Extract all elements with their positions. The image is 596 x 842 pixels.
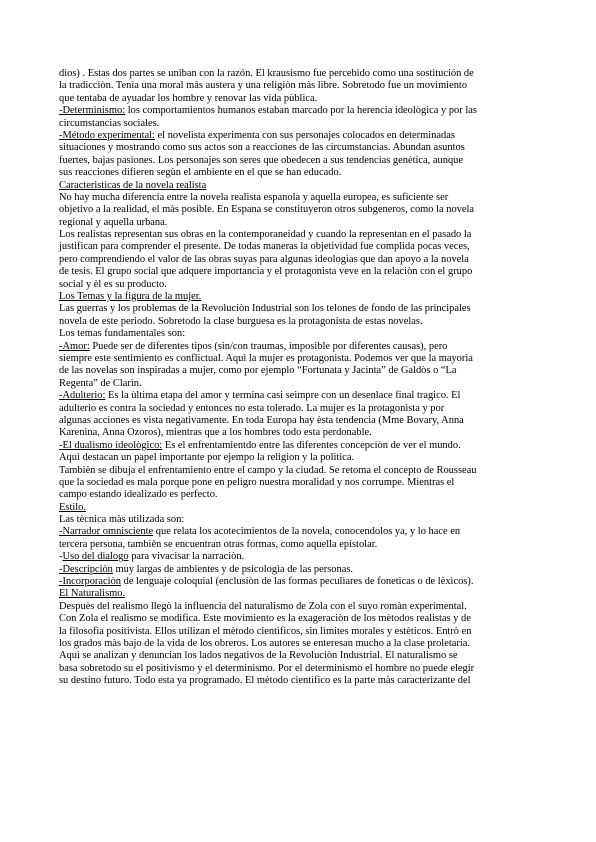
- text-line: [59, 204, 544, 216]
- underlined-heading: Uso del dialogo: [62, 551, 129, 563]
- underlined-heading: Los Temas y la figura de la mujer.: [59, 291, 202, 303]
- text-line: [59, 241, 544, 253]
- underlined-heading: -Narrador omnisciente: [59, 526, 154, 538]
- line-text: de tesis. El grupo social que adquere importancia y el protagonista veve en la relaciòn con el grupo: [59, 266, 473, 278]
- line-text: para vivacisar la narraciòn.: [128, 551, 245, 563]
- text-line: [59, 217, 544, 229]
- line-text: sus reacciones difieren segùn el ambiente en el que se han educado.: [59, 167, 342, 179]
- text-line: [59, 465, 544, 477]
- line-text: social y èl es su producto.: [59, 278, 167, 290]
- text-line: [59, 452, 544, 464]
- line-text: adulterio es contra la sociedad y entonces no esta tolerado. La mujer es la protagonista y por: [59, 402, 445, 414]
- text-line: [59, 291, 544, 303]
- text-line: [59, 663, 544, 675]
- line-text: situaciones y mostrando como sus actos son a reacciones de las circumstancias. Abundan asuntos: [59, 142, 465, 154]
- text-line: [59, 93, 544, 105]
- underlined-heading: -Determinismo:: [59, 105, 126, 117]
- text-line: [59, 328, 544, 340]
- line-text: el novelista experimenta con sus personajes colocados en determinadas: [154, 129, 455, 141]
- line-text: No hay mucha diferencia entre la novela realista espanola y aquella europea, es suficiente ser: [59, 191, 449, 203]
- text-line: [59, 142, 544, 154]
- text-line: [59, 254, 544, 266]
- line-text: Karenina, Anna Ozoros), mientras que a los hombres todo esta perdonable.: [59, 427, 372, 439]
- text-line: [59, 303, 544, 315]
- underlined-heading: -Adulterio:: [59, 390, 106, 402]
- text-line: [59, 576, 544, 588]
- text-line: [59, 229, 544, 241]
- underlined-heading: -Método experimental:: [59, 129, 155, 141]
- text-line: [59, 638, 544, 650]
- line-prefix: -: [59, 551, 63, 563]
- line-text: justifican para comprender el presente. De todas maneras la objetividad fue complida pocas veces,: [59, 241, 470, 253]
- underlined-heading: -El dualismo ideològico:: [59, 439, 163, 451]
- text-line: [59, 477, 544, 489]
- line-text: que relata los acotecimientos de la novela, conocendolos ya, y lo hace en: [153, 526, 461, 538]
- text-line: [59, 390, 544, 402]
- text-line: [59, 564, 544, 576]
- underlined-heading: -Descripciòn: [59, 563, 113, 575]
- text-line: [59, 415, 544, 427]
- line-text: Puede ser de diferentes tipos (sin/con traumas, imposible por diferentes causas), pero: [89, 340, 448, 352]
- line-text: la filosofìa positivista. Ellos utilizan el mètodo cientìficos, sin lìmites morales y estèticos. Entrò en: [59, 625, 472, 637]
- underlined-heading: -Amor:: [59, 340, 90, 352]
- line-text: Con Zola el realismo se modifica. Este movimiento es la exageraciòn de los mètodos realistas y de: [59, 613, 471, 625]
- line-text: Tambièn se dibuja el enfrentamiento entre el campo y la ciudad. Se retoma el concepto de Rousseau: [59, 464, 477, 476]
- text-line: [59, 514, 544, 526]
- line-text: la tradicciòn. Tenìa una moral màs austera y una religiòn màs libre. Sobretodo fue un movimiento: [59, 80, 468, 92]
- line-text: siempre este sentimiento es conflictual. Aquì la mujer es protagonista. Podemos ver que la mayorìa: [59, 352, 473, 364]
- text-line: [59, 551, 544, 563]
- text-line: [59, 440, 544, 452]
- line-text: Los temas fundamentales son:: [59, 328, 186, 340]
- text-line: [59, 650, 544, 662]
- text-line: [59, 588, 544, 600]
- text-line: [59, 266, 544, 278]
- line-text: objetivo a la realidad, el màs posible. En Espana se constituyeron otros subgeneros, como la novela: [59, 204, 475, 216]
- line-text: Es la ùltima etapa del amor y termina casi seimpre con un desenlace final tragico. El: [105, 390, 461, 402]
- line-text: los grados màs bajo de la vida de los obreros. Los autores se enteresan mucho a la clase proletaria.: [59, 637, 470, 649]
- text-line: [59, 192, 544, 204]
- line-text: los comportamientos humanos estaban marcado por la herencia ideològica y por las: [125, 105, 477, 117]
- line-text: que tentaba de ayuadar los hombre y renovar las vida pùblica.: [59, 92, 318, 104]
- line-text: Las guerras y los problemas de la Revoluciòn Industrial son los telones de fondo de las principales: [59, 303, 471, 315]
- text-line: [59, 167, 544, 179]
- underlined-heading: El Naturalismo.: [59, 588, 126, 600]
- line-text: Es el enfrentamientdo entre las diferentes concepciòn de ver el mundo.: [162, 439, 461, 451]
- text-line: [59, 502, 544, 514]
- text-line: [59, 626, 544, 638]
- line-text: que la sociedad es mala porque pone en peligro nuestra moralidad y nos corrumpe. Mientras el: [59, 476, 455, 488]
- text-line: [59, 130, 544, 142]
- text-line: [59, 341, 544, 353]
- line-text: campo estando idealizado es perfecto.: [59, 489, 218, 501]
- line-text: muy largas de ambientes y de psicologìa de las personas.: [112, 563, 354, 575]
- line-text: de las novelas son inspiradas a mujer, como por ejemplo “Fortunata y Jacinta” de Galdòs o “La: [59, 365, 457, 377]
- text-line: [59, 601, 544, 613]
- text-line: [59, 675, 544, 687]
- text-line: [59, 613, 544, 625]
- line-text: novela de este periodo. Sobretodo la clase burguesa es la protagonista de estas novelas.: [59, 315, 423, 327]
- text-line: [59, 180, 544, 192]
- document-page: [59, 68, 544, 688]
- line-text: Aquì destacan un papel importante por ejempo la religion y la politica.: [59, 452, 355, 464]
- text-line: [59, 539, 544, 551]
- line-text: tercera persona, tambièn se encuentran otras formas, como aquella epistolar.: [59, 538, 378, 550]
- line-text: basa sobretodo su el positivismo y el determinismo. Por el determinismo el hombre no puede elegir: [59, 662, 475, 674]
- text-line: [59, 279, 544, 291]
- text-line: [59, 526, 544, 538]
- line-text: su destino futuro. Todo esta ya programado. El mètodo cientìfico es la parte màs caracterizante del: [59, 675, 471, 687]
- line-text: Las tècnica màs utilizada son:: [59, 514, 185, 526]
- line-text: Los realistas representan sus obras en la contemporaneidad y cuando la representan en el pasado la: [59, 229, 472, 241]
- text-line: [59, 427, 544, 439]
- text-line: [59, 105, 544, 117]
- line-text: pero comprendiendo el valor de las obras suyas para algunas ideologìas que dan apoyo a la novela: [59, 253, 469, 265]
- line-text: de lenguaje coloquial (enclusiòn de las formas peculiares de foneticas o de lèxicos).: [121, 576, 474, 588]
- line-text: Despuès del realismo llegò la influencia del naturalismo de Zola con el suyo romàn experimental.: [59, 600, 467, 612]
- underlined-heading: Estilo.: [59, 501, 86, 513]
- text-line: [59, 316, 544, 328]
- line-text: Aquì se analizan y denuncian los lados negativos de la Revoluciòn Industrial. El naturalismo se: [59, 650, 458, 662]
- text-line: [59, 403, 544, 415]
- line-text: Regenta” de Clarìn.: [59, 377, 142, 389]
- underlined-heading: Caracteristicas de la novela realista: [59, 179, 207, 191]
- line-text: circumstancias sociales.: [59, 117, 160, 129]
- text-line: [59, 365, 544, 377]
- text-line: [59, 80, 544, 92]
- line-text: algunas acciones es vista negativamente. En toda Europa hay èsta tendencia (Mme Bovary, Anna: [59, 414, 464, 426]
- line-text: fuertes, bajas pasiones. Los personajes son seres que obedecen a sus tendencias genètica, aunque: [59, 154, 464, 166]
- line-text: dios) . Estas dos partes se uniban con la razón. El krausismo fue percebido como una sostitución de: [59, 68, 474, 79]
- text-line: [59, 489, 544, 501]
- text-line: [59, 353, 544, 365]
- underlined-heading: -Incorporaciòn: [59, 576, 122, 588]
- line-text: regional y aquella urbana.: [59, 216, 168, 228]
- text-line: [59, 118, 544, 130]
- text-line: [59, 68, 544, 80]
- text-line: [59, 155, 544, 167]
- text-line: [59, 378, 544, 390]
